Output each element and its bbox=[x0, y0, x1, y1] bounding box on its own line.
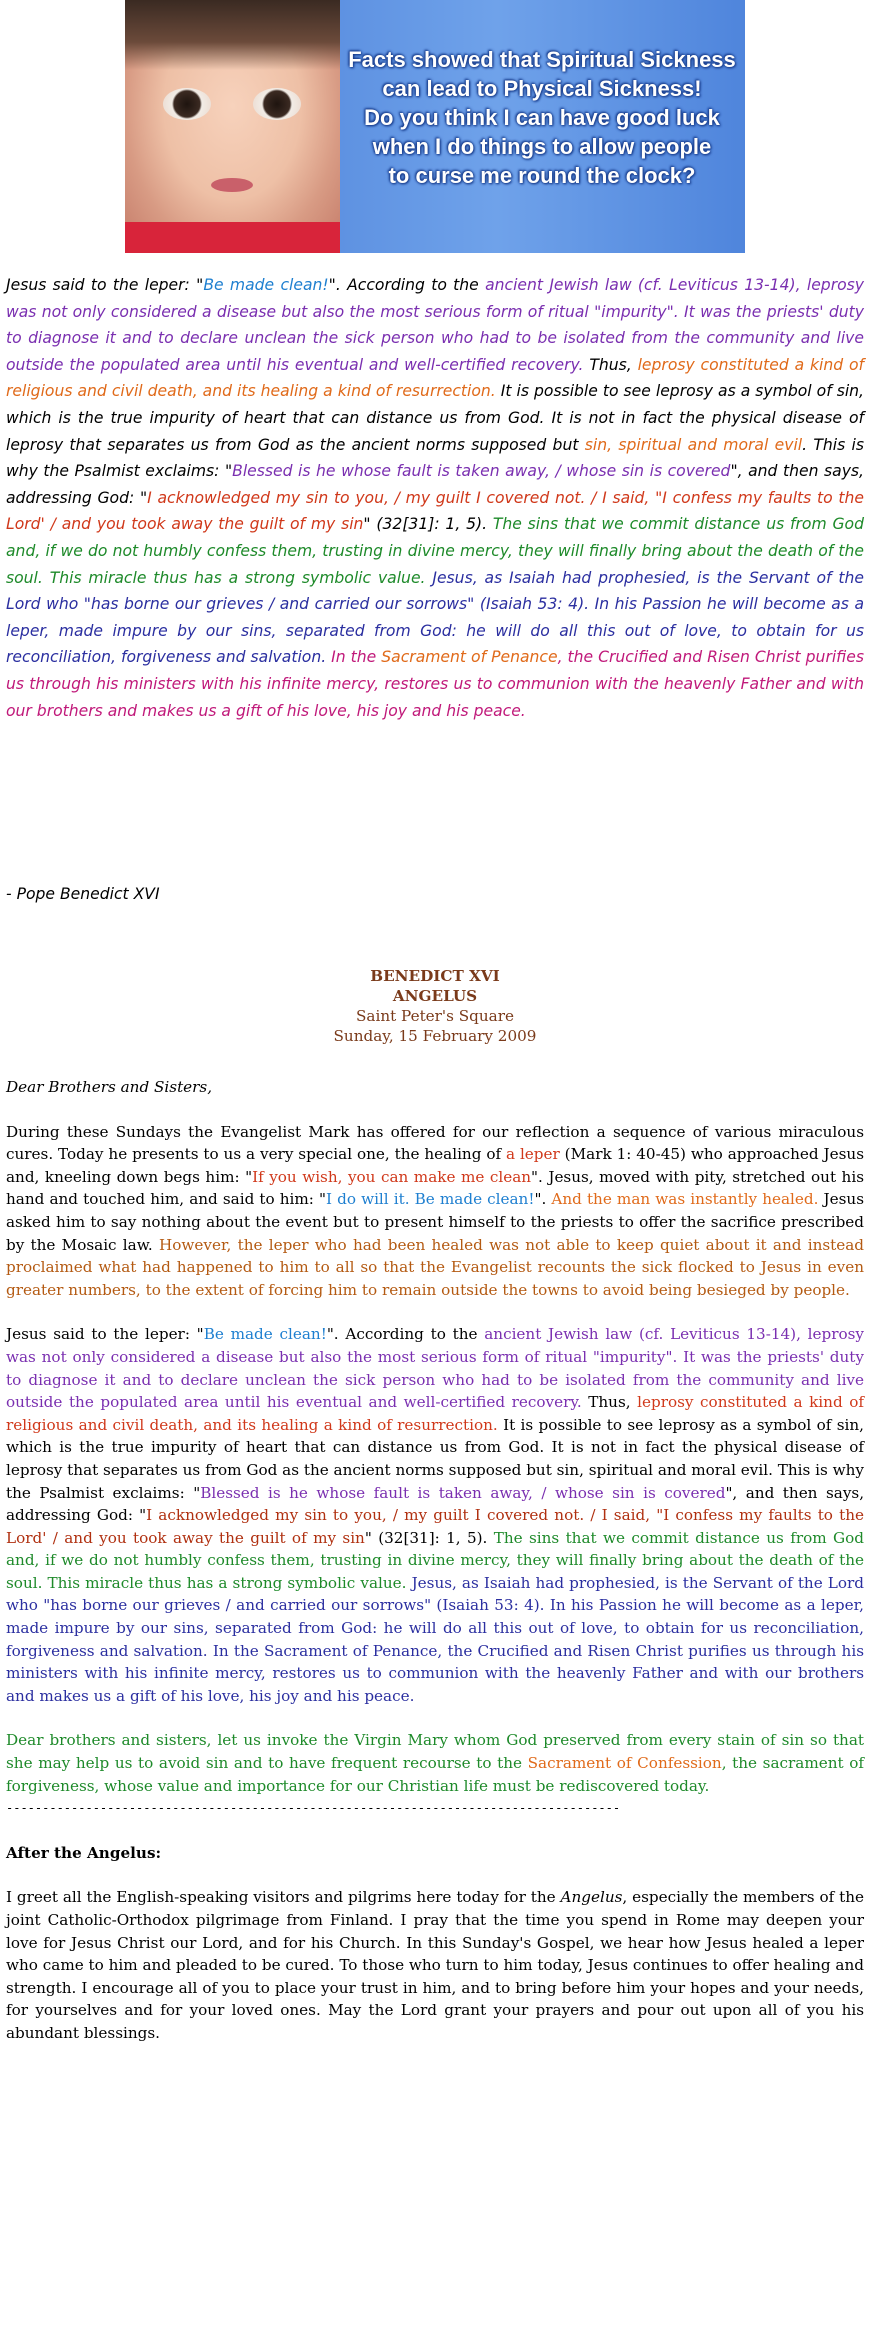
quote-text: Be made clean! bbox=[203, 276, 329, 294]
section-heading: After the Angelus: bbox=[6, 1843, 162, 1862]
paragraph-text: ". Jesus, moved with pity, stretched out his hand and touched him, and said to him: " bbox=[6, 1167, 864, 1209]
signature: - Pope Benedict XVI bbox=[6, 885, 160, 903]
article-location: Saint Peter's Square bbox=[356, 1007, 514, 1025]
paragraph-text: ancient Jewish law (cf. Leviticus 13-14), leprosy was not only considered a disease but also the most serious form of ritual "impurity". It was the priests' duty to diagnose it and to declare unclean the sick person who had to be isolated from the community and live outside the populated area until his eventual and well-certified recovery. bbox=[6, 1325, 865, 1412]
paragraph bbox=[6, 1121, 864, 1302]
paragraph-text: Thus, bbox=[581, 1393, 638, 1412]
paragraph-text: Sacrament of Confession bbox=[527, 1754, 722, 1773]
paragraph-text: Blessed is he whose fault is taken away, / whose sin is covered bbox=[200, 1483, 726, 1502]
salutation-text: Dear Brothers and Sisters, bbox=[6, 1078, 213, 1096]
caption-line: Facts showed that Spiritual Sickness bbox=[348, 47, 736, 72]
paragraph-text: ". bbox=[534, 1190, 552, 1209]
paragraph bbox=[6, 1323, 864, 1707]
article bbox=[6, 966, 864, 2045]
paragraph-text: leprosy constituted a kind of religious and civil death, and its healing a kind of resurrection. bbox=[6, 1393, 864, 1434]
quote-text: sin, spiritual and moral evil bbox=[584, 435, 803, 454]
quote-text: ". According to the bbox=[328, 276, 486, 294]
quote-block bbox=[6, 272, 864, 724]
caption-line: to curse me round the clock? bbox=[388, 163, 696, 188]
paragraph-text: I do will it. Be made clean! bbox=[326, 1190, 535, 1209]
quote-text: In the bbox=[326, 648, 382, 667]
caption-line: when I do things to allow people bbox=[372, 134, 712, 159]
paragraph-text: It is possible to see leprosy as a symbol of sin, which is the true impurity of heart that can distance us from God. It is not in fact the physical disease of leprosy that separates us from God as the ancient norms supposed but sin, spiritual and moral evil. This is why the Psalmist exclaims: " bbox=[6, 1415, 864, 1502]
paragraph-text: " (32[31]: 1, 5). bbox=[364, 1528, 494, 1547]
paragraph-text: , especially the members of the joint Catholic-Orthodox pilgrimage from Finland. I pray that the time you spend in Rome may deepen your love for Jesus Christ our Lord, and for his Church. In this Sunday's Gospel, we hear how Jesus healed a leper who came to him and pleaded to be cured. To those who turn to him today, Jesus continues to offer healing and strength. I encourage all of you to place your trust in him, and to bring before him your hopes and your needs, for yourselves and for your loved ones. May the Lord grant your prayers and pour out upon all of you his abundant blessings. bbox=[6, 1888, 864, 2042]
paragraph-text: Dear brothers and sisters, let us invoke the Virgin Mary whom God preserved from every stain of sin so that she may help us to avoid sin and to have frequent recourse to the bbox=[6, 1731, 864, 1773]
divider: ------------------------------------------------------------------------------------- bbox=[6, 1801, 621, 1816]
paragraph-text: Be made clean! bbox=[203, 1325, 327, 1344]
quote-text: leprosy constituted a kind of religious and civil death, and its healing a kind of resurrection. bbox=[6, 355, 864, 401]
paragraph-text: The sins that we commit distance us from God and, if we do not humbly confess them, trusting in divine mercy, they will finally bring about the death of the soul. This miracle thus has a strong symbolic value. bbox=[6, 1528, 865, 1592]
left-eye-shape bbox=[163, 88, 211, 120]
baby-face-image bbox=[125, 0, 340, 253]
paragraph-text: (Mark 1: 40-45) who approached Jesus and, kneeling down begs him: " bbox=[6, 1145, 864, 1186]
caption-line: can lead to Physical Sickness! bbox=[382, 76, 702, 101]
quote-text: The sins that we commit distance us from God and, if we do not humbly confess them, trusting in divine mercy, they will finally bring about the death of the soul. This miracle thus has a strong symbolic value. bbox=[6, 515, 864, 587]
quote-text: , the Crucified and Risen Christ purifies us through his ministers with his infinite mercy, restores us to communion with the heavenly Father and with our brothers and makes us a gift of his love, his joy and his peace. bbox=[6, 648, 864, 720]
paragraph-text: And the man was instantly healed. bbox=[551, 1190, 819, 1209]
paragraph-text: Jesus said to the leper: " bbox=[6, 1325, 204, 1344]
quote-text: Jesus said to the leper: " bbox=[6, 276, 204, 294]
quote-text: It is possible to see leprosy as a symbol of sin, which is the true impurity of heart that can distance us from God. It is not in fact the physical disease of leprosy that separates us from God as the ancient norms supposed but bbox=[6, 382, 864, 454]
paragraph-text: ". According to the bbox=[326, 1325, 485, 1344]
paragraph-text: ", and then says, addressing God: " bbox=[6, 1483, 865, 1525]
header-image bbox=[125, 0, 745, 253]
quote-text: ancient Jewish law (cf. Leviticus 13-14), leprosy was not only considered a disease but also the most serious form of ritual "impurity". It was the priests' duty to diagnose it and to declare unclean the sick person who had to be isolated from the community and live outside the populated area until his eventual and well-certified recovery. bbox=[6, 276, 864, 374]
paragraph bbox=[6, 1729, 864, 1797]
quote-text: I acknowledged my sin to you, / my guilt I covered not. / I said, "I confess my faults to the Lord' / and you took away the guilt of my sin bbox=[6, 488, 864, 534]
paragraph-text: , the sacrament of forgiveness, whose value and importance for our Christian life must be rediscovered today. bbox=[6, 1754, 864, 1795]
quote-text: Jesus, as Isaiah had prophesied, is the Servant of the Lord who "has borne our grieves / and carried our sorrows" (Isaiah 53: 4). In his Passion he will become as a leper, made impure by our sins, separated from God: he will do all this out of love, to obtain for us reconciliation, forgiveness and salvation. bbox=[6, 568, 864, 667]
article-header bbox=[6, 966, 864, 1046]
right-eye-shape bbox=[253, 88, 301, 120]
paragraph-text: Jesus, as Isaiah had prophesied, is the Servant of the Lord who "has borne our grieves / and carried our sorrows" (Isaiah 53: 4). In his Passion he will become as a leper, made impure by our sins, separated from God: he will do all this out of love, to obtain for us reconciliation, forgiveness and salvation. In the Sacrament of Penance, the Crucified and Risen Christ purifies us through his ministers with his infinite mercy, restores us to communion with the heavenly Father and with our brothers and makes us a gift of his love, his joy and his peace. bbox=[6, 1573, 864, 1705]
paragraph-text: During these Sundays the Evangelist Mark has offered for our reflection a sequence of various miraculous cures. Today he presents to us a very special one, the healing of bbox=[6, 1122, 864, 1164]
paragraph-text: If you wish, you can make me clean bbox=[252, 1167, 532, 1186]
article-date: Sunday, 15 February 2009 bbox=[333, 1027, 537, 1045]
paragraph-text: Jesus asked him to say nothing about the event but to present himself to the priests to offer the sacrifice prescribed by the Mosaic law. bbox=[6, 1190, 865, 1254]
mouth-shape bbox=[211, 178, 253, 192]
paragraph-text: a leper bbox=[506, 1145, 560, 1164]
quote-text: . This is why the Psalmist exclaims: " bbox=[6, 435, 864, 481]
article-author: BENEDICT XVI bbox=[370, 967, 500, 985]
quote-text: Blessed is he whose fault is taken away, / whose sin is covered bbox=[232, 462, 731, 481]
quote-text: ", and then says, addressing God: " bbox=[6, 462, 864, 507]
paragraph-text: I acknowledged my sin to you, / my guilt I covered not. / I said, "I confess my faults to the Lord' / and you took away the guilt of my sin bbox=[6, 1506, 864, 1547]
paragraph bbox=[6, 1886, 864, 2044]
caption-line: Do you think I can have good luck bbox=[364, 105, 720, 130]
quote-text: " (32[31]: 1, 5). bbox=[363, 515, 493, 534]
paragraph-text: However, the leper who had been healed was not able to keep quiet about it and instead proclaimed what had happened to him to all so that the Evangelist recounts the sick flocked to Jesus in even greater numbers, to the extent of forcing him to remain outside the towns to avoid being besieged by people. bbox=[6, 1235, 865, 1299]
quote-text: Sacrament of Penance bbox=[381, 648, 558, 667]
article-title: ANGELUS bbox=[392, 987, 478, 1005]
paragraph-text: I greet all the English-speaking visitors and pilgrims here today for the bbox=[6, 1888, 561, 1907]
salutation bbox=[6, 1076, 864, 1099]
paragraph-text: Angelus bbox=[560, 1888, 623, 1907]
quote-text: Thus, bbox=[583, 355, 638, 374]
red-shirt-shape bbox=[125, 222, 340, 253]
image-caption bbox=[347, 45, 737, 190]
hair-shape bbox=[125, 0, 340, 70]
